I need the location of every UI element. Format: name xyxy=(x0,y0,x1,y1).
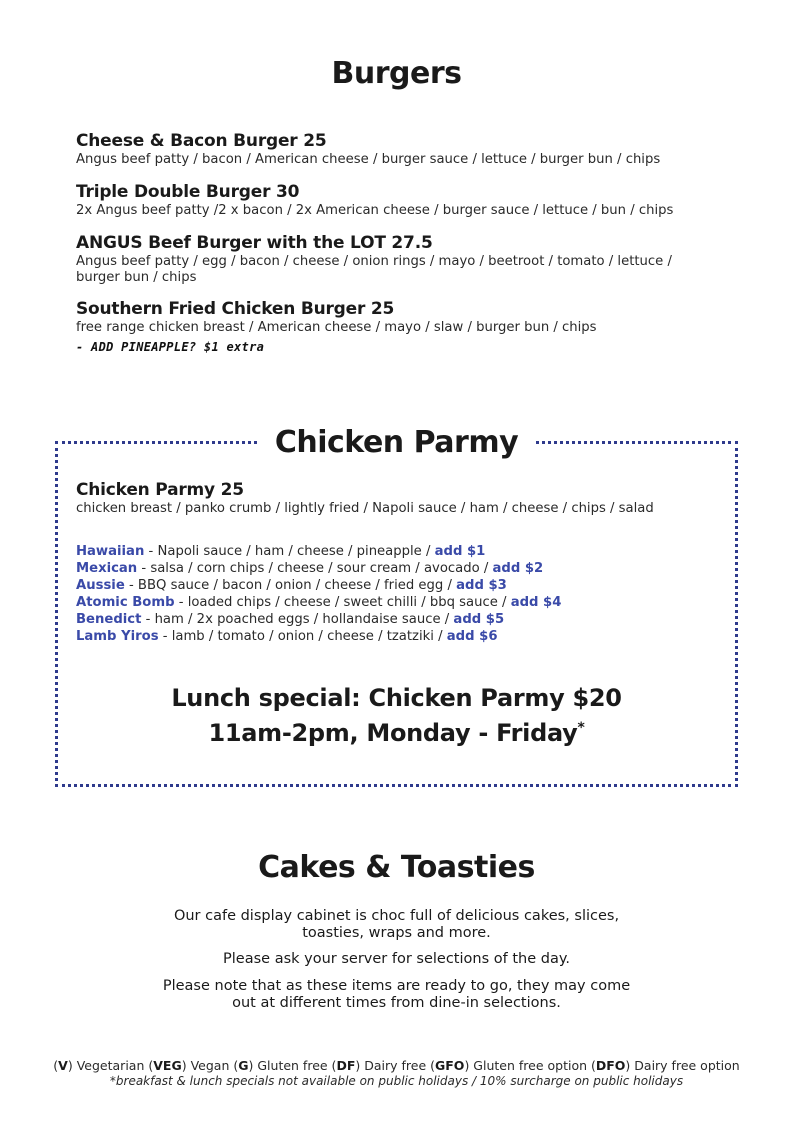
variant-name: Mexican xyxy=(76,561,138,576)
menu-item-angus-burger-lot xyxy=(76,233,701,286)
variant-name: Lamb Yiros xyxy=(76,629,159,644)
variant-lamb-yiros xyxy=(76,628,561,645)
specials-disclaimer: *breakfast & lunch specials not available on public holidays / 10% surcharge on public holidays xyxy=(109,1074,684,1088)
legend-code: V xyxy=(58,1058,68,1073)
variant-description: - BBQ sauce / bacon / onion / cheese / fried egg / xyxy=(124,578,457,593)
chicken-parmy-heading: Chicken Parmy xyxy=(274,425,519,460)
item-description: free range chicken breast / American cheese / mayo / slaw / burger bun / chips xyxy=(76,320,597,335)
variant-aussie xyxy=(76,577,561,594)
variant-description: - ham / 2x poached eggs / hollandaise sauce / xyxy=(141,612,454,627)
variant-benedict xyxy=(76,611,561,628)
variant-name: Benedict xyxy=(76,612,142,627)
lunch-special-title: Lunch special: Chicken Parmy $20 xyxy=(171,684,622,712)
variant-description: - loaded chips / cheese / sweet chilli / bbq sauce / xyxy=(174,595,511,610)
dietary-legend: (V) Vegetarian (VEG) Vegan (G) Gluten free (DF) Dairy free (GFO) Gluten free option (DFO) Dairy free option xyxy=(53,1058,740,1073)
variant-description: - salsa / corn chips / cheese / sour cream / avocado / xyxy=(137,561,493,576)
pineapple-addon-note: - ADD PINEAPPLE? $1 extra xyxy=(76,340,265,354)
variant-price: add $6 xyxy=(446,629,498,644)
menu-item-triple-double-burger xyxy=(76,182,716,219)
variant-name: Hawaiian xyxy=(76,544,145,559)
text-line: toasties, wraps and more. xyxy=(302,925,491,941)
server-note: Please ask your server for selections of the day. xyxy=(223,951,570,967)
text-line: out at different times from dine-in selections. xyxy=(232,995,561,1011)
variant-name: Aussie xyxy=(76,578,125,593)
variant-atomic-bomb xyxy=(76,594,561,611)
item-description: Angus beef patty / egg / bacon / cheese / onion rings / mayo / beetroot / tomato / lettuce / burger bun / chips xyxy=(76,254,672,285)
legend-code: VEG xyxy=(153,1058,182,1073)
legend-code: DFO xyxy=(595,1058,626,1073)
variant-mexican xyxy=(76,560,561,577)
item-title: Cheese & Bacon Burger 25 xyxy=(76,131,327,151)
item-description: Angus beef patty / bacon / American cheese / burger sauce / lettuce / burger bun / chips xyxy=(76,152,661,167)
variant-price: add $3 xyxy=(456,578,507,593)
asterisk-mark: * xyxy=(577,720,585,736)
item-title: Chicken Parmy 25 xyxy=(76,480,244,500)
cabinet-description xyxy=(0,908,793,942)
variant-price: add $2 xyxy=(492,561,544,576)
legend-label: Vegetarian xyxy=(76,1058,145,1073)
item-title: Southern Fried Chicken Burger 25 xyxy=(76,299,395,319)
item-description: chicken breast / panko crumb / lightly fried / Napoli sauce / ham / cheese / chips / salad xyxy=(76,501,654,516)
cakes-toasties-heading: Cakes & Toasties xyxy=(258,850,535,885)
variant-description: - Napoli sauce / ham / cheese / pineapple / xyxy=(144,544,435,559)
menu-item-southern-fried-chicken-burger xyxy=(76,299,716,336)
lunch-special-hours-text: 11am-2pm, Monday - Friday xyxy=(208,719,578,747)
legend-label: Gluten free option xyxy=(473,1058,588,1073)
legend-label: Dairy free xyxy=(364,1058,427,1073)
item-title: ANGUS Beef Burger with the LOT 27.5 xyxy=(76,233,433,253)
variant-price: add $1 xyxy=(434,544,486,559)
legend-label: Dairy free option xyxy=(634,1058,740,1073)
legend-code: G xyxy=(238,1058,249,1073)
parmy-variants-list xyxy=(76,543,561,645)
item-description: 2x Angus beef patty /2 x bacon / 2x American cheese / burger sauce / lettuce / bun / chips xyxy=(76,203,674,218)
legend-code: GFO xyxy=(435,1058,465,1073)
burgers-heading: Burgers xyxy=(331,56,462,91)
variant-description: - lamb / tomato / onion / cheese / tzatziki / xyxy=(158,629,447,644)
variant-name: Atomic Bomb xyxy=(76,595,175,610)
item-title: Triple Double Burger 30 xyxy=(76,182,300,202)
variant-price: add $5 xyxy=(453,612,505,627)
variant-price: add $4 xyxy=(510,595,562,610)
menu-item-cheese-bacon-burger xyxy=(76,131,716,168)
text-line: Our cafe display cabinet is choc full of delicious cakes, slices, xyxy=(173,908,620,924)
timing-note xyxy=(0,978,793,1012)
text-line: Please note that as these items are ready to go, they may come xyxy=(162,978,631,994)
legend-label: Vegan xyxy=(190,1058,230,1073)
lunch-special-hours xyxy=(0,713,793,748)
variant-hawaiian xyxy=(76,543,561,560)
legend-code: DF xyxy=(336,1058,356,1073)
legend-label: Gluten free xyxy=(257,1058,328,1073)
menu-item-chicken-parmy xyxy=(76,480,716,517)
